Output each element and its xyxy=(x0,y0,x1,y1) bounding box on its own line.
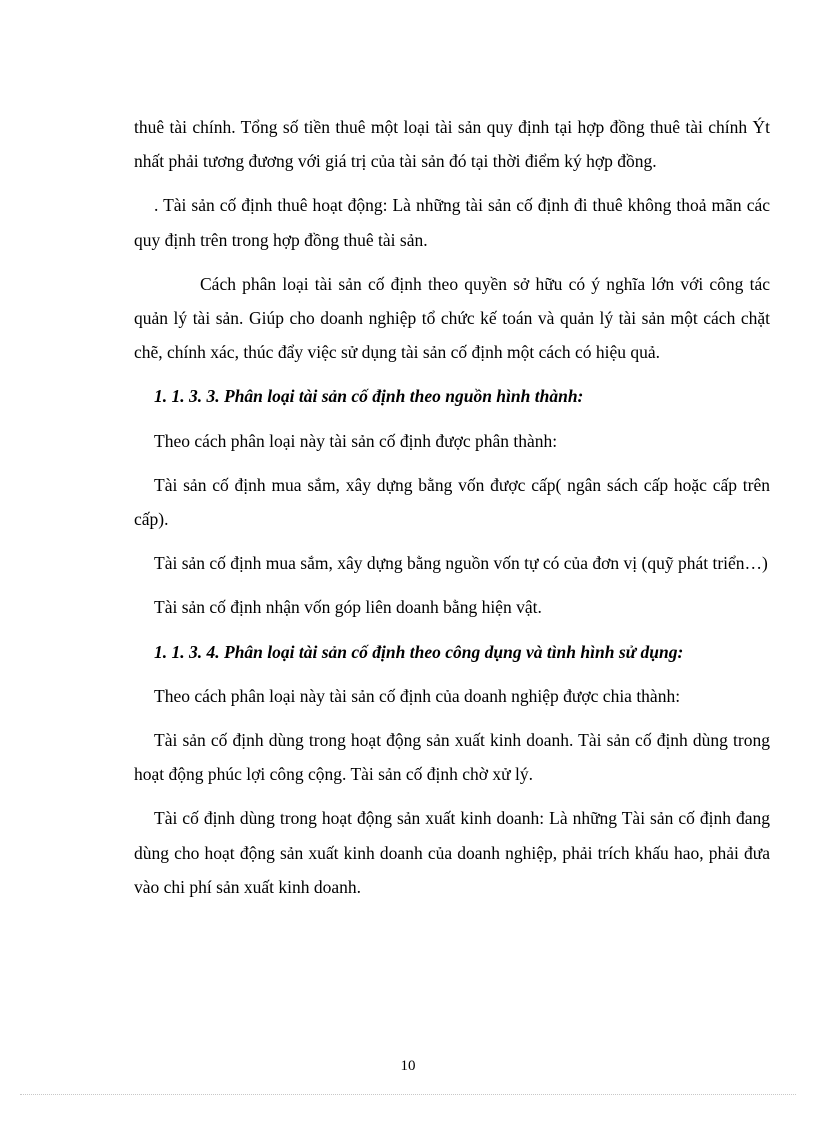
paragraph-own-capital: Tài sản cố định mua sắm, xây dựng bằng nguồn vốn tự có của đơn vị (quỹ phát triển…) xyxy=(154,553,768,574)
paragraph-operating-lease: . Tài sản cố định thuê hoạt động: Là những tài sản cố định đi thuê không thoả mãn các quy định trên trong hợp đồng thuê tài sản. xyxy=(134,195,770,250)
section-heading-1-1-3-3: 1. 1. 3. 3. Phân loại tài sản cố định theo nguồn hình thành: xyxy=(154,386,584,407)
paragraph-allocated-capital: Tài sản cố định mua sắm, xây dựng bằng vốn được cấp( ngân sách cấp hoặc cấp trên cấp). xyxy=(134,474,770,530)
paragraph-source-intro: Theo cách phân loại này tài sản cố định được phân thành: xyxy=(154,430,558,451)
page-body xyxy=(134,110,770,914)
page-number: 10 xyxy=(400,1058,416,1074)
paragraph-usage-types: Tài sản cố định dùng trong hoạt động sản xuất kinh doanh. Tài sản cố định dùng trong hoạt động phúc lợi công cộng. Tài sản cố định chờ xử lý. xyxy=(134,730,770,785)
paragraph-usage-intro: Theo cách phân loại này tài sản cố định của doanh nghiệp được chia thành: xyxy=(154,685,681,706)
paragraph-joint-venture-capital: Tài sản cố định nhận vốn góp liên doanh bằng hiện vật. xyxy=(154,597,542,618)
page-bottom-divider xyxy=(20,1094,796,1095)
paragraph-ownership-classification: Cách phân loại tài sản cố định theo quyền sở hữu có ý nghĩa lớn với công tác quản lý tài sản. Giúp cho doanh nghiệp tổ chức kế toán và quản lý tài sản một cách chặt chẽ, chính xác, thúc đẩy việc sử dụng tài sản cố định một cách có hiệu quả. xyxy=(134,273,770,363)
section-heading-1-1-3-4: 1. 1. 3. 4. Phân loại tài sản cố định theo công dụng và tình hình sử dụng: xyxy=(154,641,684,662)
paragraph-production-assets: Tài cố định dùng trong hoạt động sản xuất kinh doanh: Là những Tài sản cố định đang dùng cho hoạt động sản xuất kinh doanh của doanh nghiệp, phải trích khấu hao, phải đưa vào chi phí sản xuất kinh doanh. xyxy=(134,808,770,897)
paragraph-finance-lease-continued: thuê tài chính. Tổng số tiền thuê một loại tài sản quy định tại hợp đồng thuê tài chính Ýt nhất phải tương đương với giá trị của tài sản đó tại thời điểm ký hợp đồng. xyxy=(134,117,770,172)
